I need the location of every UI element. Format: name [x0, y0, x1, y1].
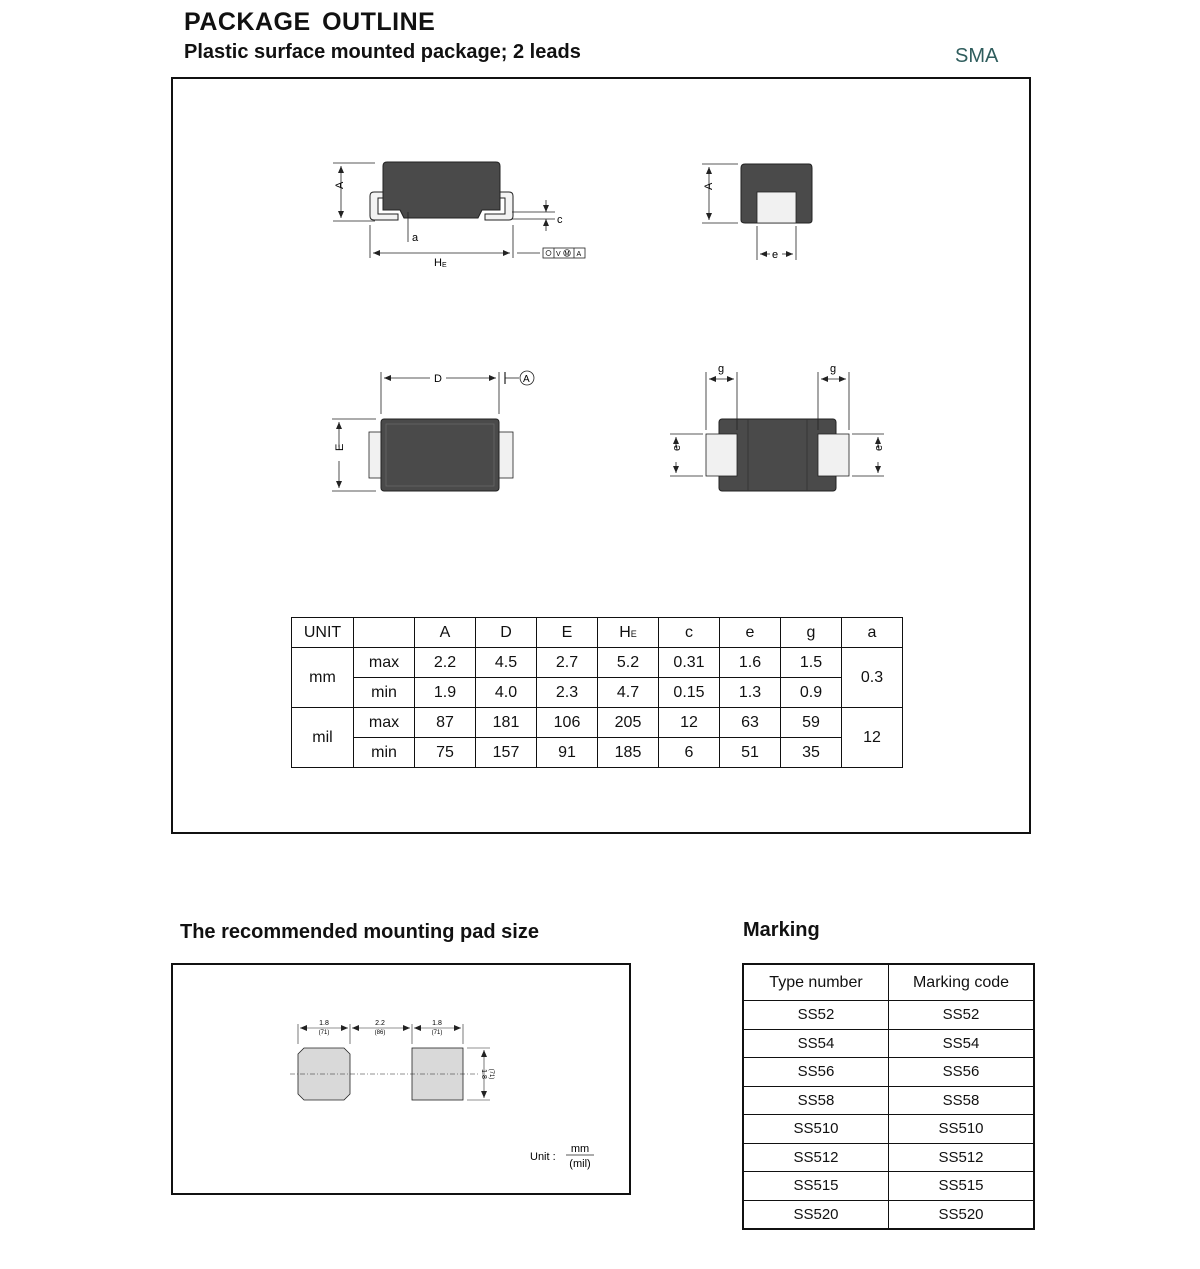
table-cell: 106	[537, 708, 598, 738]
table-cell: 91	[537, 738, 598, 768]
table-cell: 0.15	[659, 678, 720, 708]
table-row	[292, 678, 903, 708]
code-cell: SS515	[889, 1172, 1035, 1201]
marking-heading: Marking	[743, 919, 820, 941]
table-cell: 4.7	[598, 678, 659, 708]
dim-label-a: a	[412, 232, 419, 244]
pad-dim4-mil: (71)	[488, 1068, 494, 1080]
pad-dim3-mm: 1.8	[432, 1020, 442, 1027]
marking-table	[742, 963, 1035, 1230]
header-cell: c	[659, 618, 720, 648]
header-cell: g	[781, 618, 842, 648]
table-header-row	[292, 618, 903, 648]
table-cell: min	[354, 678, 415, 708]
dim-label-e-left: e	[671, 444, 683, 451]
code-cell: SS512	[889, 1143, 1035, 1172]
pad-dim1-mil: (71)	[318, 1030, 330, 1036]
table-cell: 0.31	[659, 648, 720, 678]
top-view	[332, 371, 534, 491]
marking-header-row	[743, 964, 1034, 1001]
table-cell: 6	[659, 738, 720, 768]
dim-label-e-end: e	[772, 249, 779, 261]
table-cell: 205	[598, 708, 659, 738]
dim-label-g-right: g	[830, 363, 837, 375]
code-cell: SS520	[889, 1200, 1035, 1229]
table-row	[743, 1115, 1034, 1144]
table-row	[292, 708, 903, 738]
type-cell: SS58	[743, 1086, 889, 1115]
table-cell: 12	[659, 708, 720, 738]
table-row	[743, 1001, 1034, 1030]
code-cell: SS54	[889, 1029, 1035, 1058]
table-row	[743, 1172, 1034, 1201]
table-cell: 1.5	[781, 648, 842, 678]
he-main: H	[619, 623, 631, 641]
dim-label-HE: HE	[434, 257, 447, 269]
table-row	[743, 1200, 1034, 1229]
table-cell: 5.2	[598, 648, 659, 678]
table-cell: 87	[415, 708, 476, 738]
header-cell: a	[842, 618, 903, 648]
dim-label-c: c	[557, 214, 563, 226]
unit-numerator: mm	[570, 1143, 590, 1155]
pad-section-heading: The recommended mounting pad size	[180, 921, 539, 943]
datum-label: A	[523, 374, 530, 385]
table-cell: max	[354, 648, 415, 678]
header-cell: A	[415, 618, 476, 648]
table-cell: 51	[720, 738, 781, 768]
table-cell-a: 12	[842, 708, 903, 768]
tol-label-m: M	[564, 251, 570, 258]
table-cell: 63	[720, 708, 781, 738]
code-cell: SS56	[889, 1058, 1035, 1087]
code-cell: SS58	[889, 1086, 1035, 1115]
unit-label: Unit :	[530, 1151, 556, 1163]
header-cell: UNIT	[292, 618, 354, 648]
col-type-number: Type number	[743, 964, 889, 1001]
table-cell: 0.9	[781, 678, 842, 708]
table-cell: 157	[476, 738, 537, 768]
pad-dim2-mil: (86)	[374, 1030, 386, 1036]
dim-label-A-side: A	[334, 181, 346, 189]
table-cell: 2.3	[537, 678, 598, 708]
pad-dim3-mil: (71)	[431, 1030, 443, 1036]
bottom-view	[670, 363, 885, 491]
type-cell: SS520	[743, 1200, 889, 1229]
table-cell-a: 0.3	[842, 648, 903, 708]
type-cell: SS515	[743, 1172, 889, 1201]
dim-label-D: D	[434, 373, 442, 385]
unit-denominator: (mil)	[569, 1158, 591, 1170]
table-row	[743, 1086, 1034, 1115]
header-cell: E	[537, 618, 598, 648]
table-cell: 59	[781, 708, 842, 738]
table-row	[292, 648, 903, 678]
code-cell: SS52	[889, 1001, 1035, 1030]
dimensions-table	[291, 617, 903, 768]
col-marking-code: Marking code	[889, 964, 1035, 1001]
table-row	[743, 1029, 1034, 1058]
table-row	[743, 1058, 1034, 1087]
type-cell: SS56	[743, 1058, 889, 1087]
table-cell: 1.3	[720, 678, 781, 708]
table-cell: 4.5	[476, 648, 537, 678]
pad-dim4-mm: 1.8	[480, 1069, 487, 1079]
type-cell: SS52	[743, 1001, 889, 1030]
table-cell: 181	[476, 708, 537, 738]
side-view	[333, 162, 585, 269]
pad-frame	[171, 963, 631, 1195]
end-view	[702, 164, 812, 261]
code-cell: SS510	[889, 1115, 1035, 1144]
table-cell: 2.7	[537, 648, 598, 678]
page-subtitle: Plastic surface mounted package; 2 leads	[184, 41, 581, 63]
dim-label-g-left: g	[718, 363, 725, 375]
page-title: PACKAGE OUTLINE	[184, 8, 436, 36]
table-cell: 1.6	[720, 648, 781, 678]
table-cell: min	[354, 738, 415, 768]
type-cell: SS54	[743, 1029, 889, 1058]
table-cell: 35	[781, 738, 842, 768]
package-code: SMA	[955, 45, 999, 67]
table-row	[292, 738, 903, 768]
table-cell: 1.9	[415, 678, 476, 708]
type-cell: SS510	[743, 1115, 889, 1144]
table-row	[743, 1143, 1034, 1172]
table-cell: 75	[415, 738, 476, 768]
dim-label-E: E	[334, 443, 346, 451]
pad-dim2-mm: 2.2	[375, 1020, 385, 1027]
tol-label-a: A	[576, 251, 582, 258]
type-cell: SS512	[743, 1143, 889, 1172]
tol-label-v: V	[556, 251, 561, 258]
he-sub: E	[630, 628, 637, 639]
dim-label-e-right: e	[873, 444, 885, 451]
table-cell: max	[354, 708, 415, 738]
unit-cell: mm	[292, 648, 354, 708]
table-cell: 4.0	[476, 678, 537, 708]
header-cell: e	[720, 618, 781, 648]
unit-cell: mil	[292, 708, 354, 768]
header-cell: D	[476, 618, 537, 648]
table-cell: 2.2	[415, 648, 476, 678]
pad-dim1-mm: 1.8	[319, 1020, 329, 1027]
header-cell	[354, 618, 415, 648]
tolerance-frame	[543, 248, 585, 258]
table-cell: 185	[598, 738, 659, 768]
dim-label-A-end: A	[703, 182, 715, 190]
header-cell-HE	[598, 618, 659, 648]
